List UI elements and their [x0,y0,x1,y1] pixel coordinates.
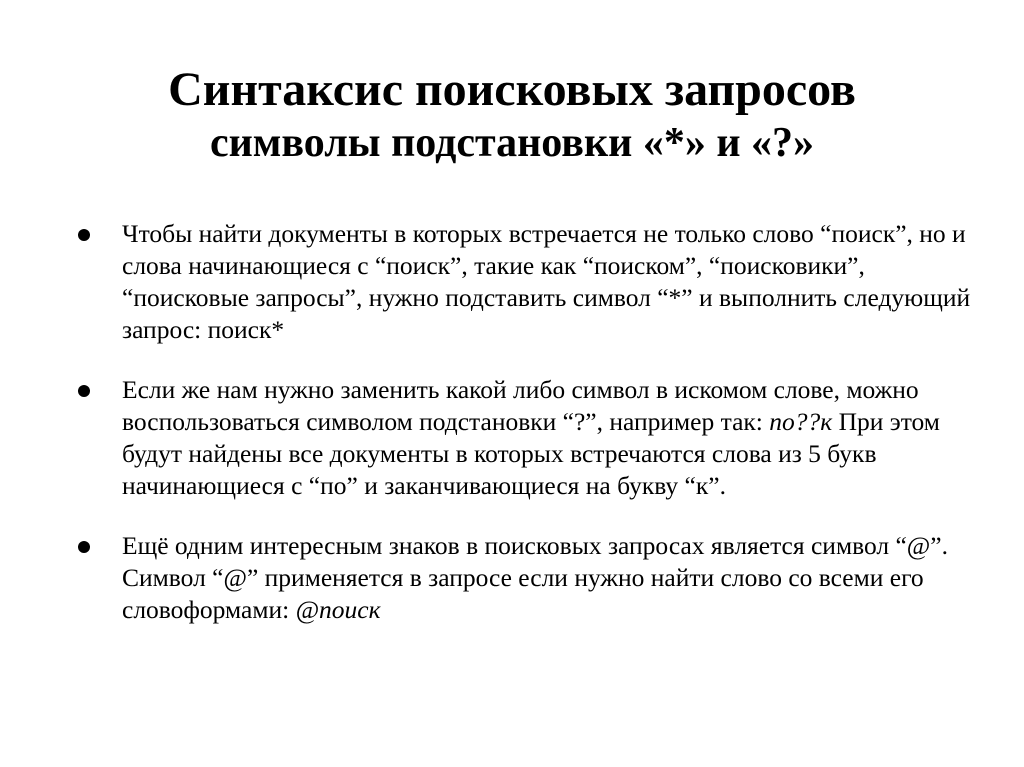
bullet-example-query: @поиск [295,595,381,624]
slide-title [60,62,964,168]
bullet-text-part: Чтобы найти документы в которых встречается не только слово “поиск”, но и слова начинающиеся с “поиск”, такие как “поиском”, “поисковики”, “поисковые запросы”, нужно подставить символ “*” и выполнить следующий запрос: поиск* [122,219,971,344]
bullet-text-part: При этом будут найдены все документы в которых встречаются слова из 5 букв начинающиеся с “по” и заканчивающиеся на букву “к”. [122,407,940,500]
bullet-item [72,530,992,626]
bullet-example-query: по??к [769,407,833,436]
bullet-text [122,530,992,626]
bullet-text-part: Ещё одним интересным знаков в поисковых запросах является символ “@”. Символ “@” применяется в запросе если нужно найти слово со всеми его словоформами: [122,531,948,624]
bullet-dot-icon [78,229,90,241]
bullet-dot-icon [78,541,90,553]
bullet-item [72,218,992,346]
bullet-dot-icon [78,385,90,397]
bullet-text [122,218,992,346]
bullet-item [72,374,992,502]
bullet-text [122,374,992,502]
bullet-text-part: Если же нам нужно заменить какой либо символ в искомом слове, можно воспользоваться символом подстановки “?”, например так: [122,375,919,436]
title-line-2: символы подстановки «*» и «?» [209,120,815,166]
bullet-list [72,218,992,654]
title-line-1: Синтаксис поисковых запросов [168,63,856,116]
